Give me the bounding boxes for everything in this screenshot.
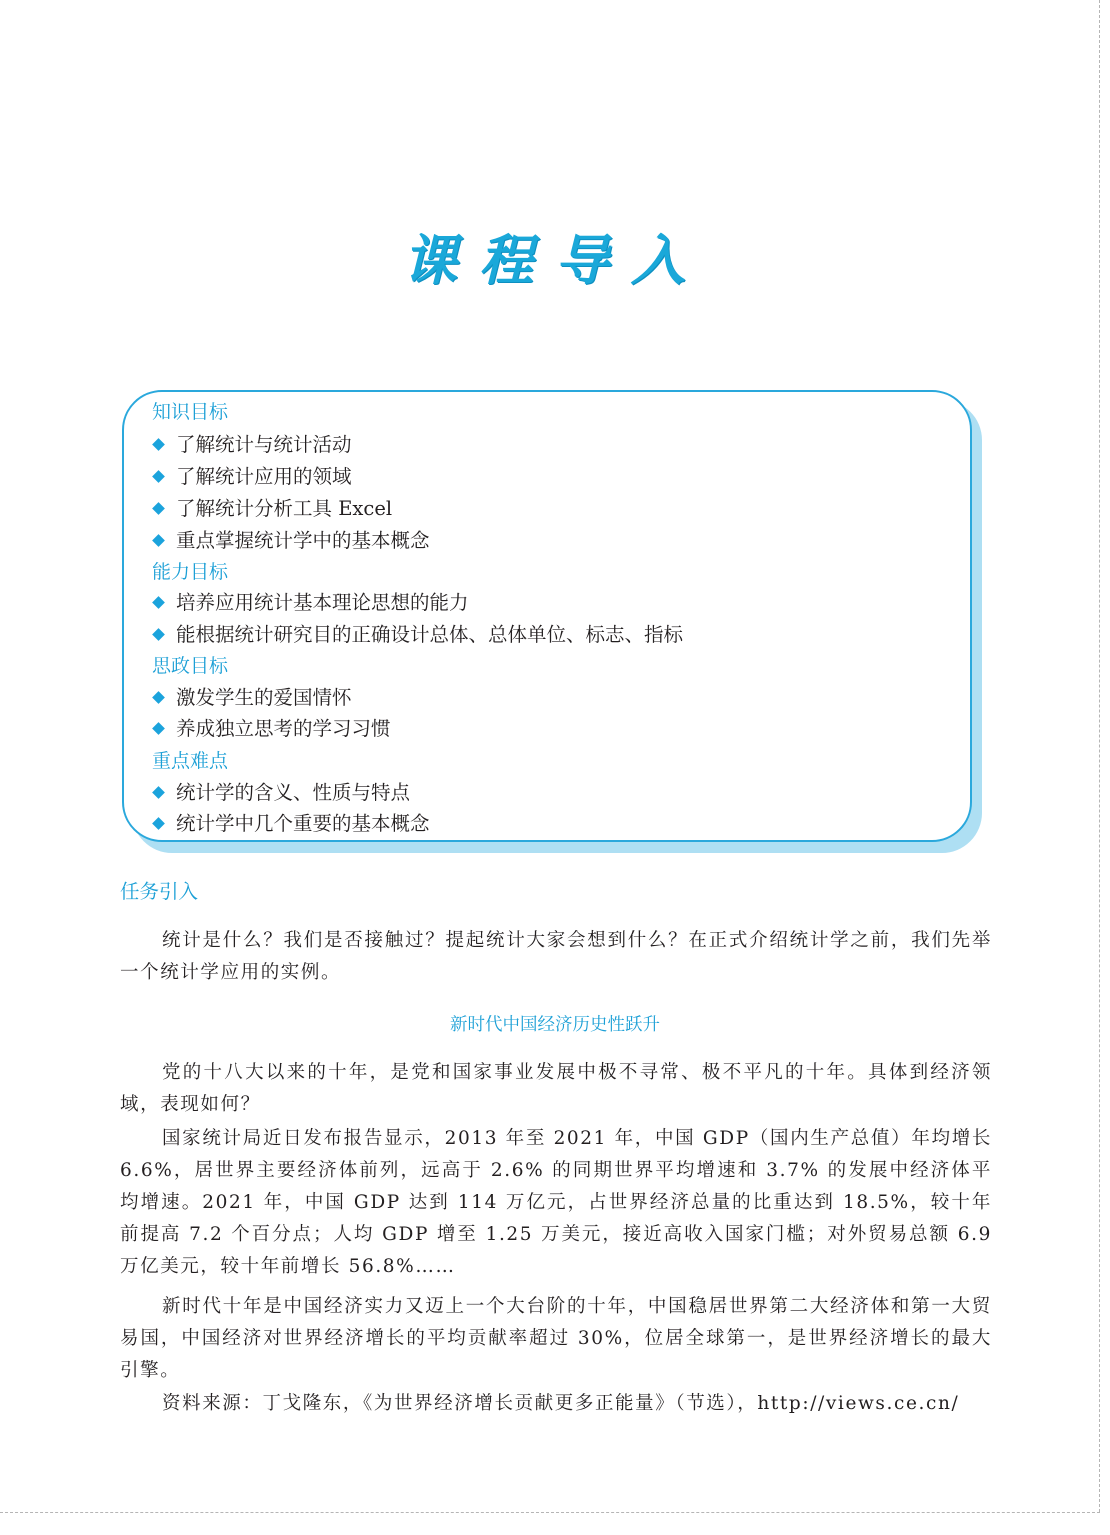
goal-text: 了解统计分析工具 Excel (176, 497, 393, 520)
ideology-goal-item (152, 716, 391, 742)
diamond-bullet-icon (152, 438, 165, 451)
diamond-bullet-icon (152, 470, 165, 483)
task-intro-paragraph: 统计是什么？我们是否接触过？提起统计大家会想到什么？在正式介绍统计学之前，我们先举一个统计学应用的实例。 (120, 930, 992, 983)
diamond-bullet-icon (152, 596, 165, 609)
knowledge-goal-item (152, 528, 430, 554)
diamond-bullet-icon (152, 786, 165, 799)
ability-goal-item (152, 622, 683, 648)
diamond-bullet-icon (152, 817, 165, 830)
key-point-item (152, 780, 410, 806)
goal-text: 了解统计与统计活动 (176, 433, 352, 456)
goal-text: 培养应用统计基本理论思想的能力 (176, 591, 469, 614)
knowledge-goal-item (152, 496, 392, 522)
ability-goal-item (152, 590, 469, 616)
page-title: 课程导入 (403, 229, 707, 292)
key-point-item (152, 811, 430, 837)
article-paragraph: 新时代十年是中国经济实力又迈上一个大台阶的十年，中国稳居世界第二大经济体和第一大贸易国，中国经济对世界经济增长的平均贡献率超过 30%，位居全球第一，是世界经济增长的最大引擎。 (120, 1296, 992, 1381)
key-points-heading: 重点难点 (152, 750, 229, 772)
task-intro-heading: 任务引入 (120, 880, 199, 903)
diamond-bullet-icon (152, 502, 165, 515)
goal-text: 了解统计应用的领域 (176, 465, 352, 488)
diamond-bullet-icon (152, 628, 165, 641)
ideology-goals-heading: 思政目标 (152, 655, 229, 677)
knowledge-goal-item (152, 464, 352, 490)
diamond-bullet-icon (152, 534, 165, 547)
knowledge-goals-heading: 知识目标 (152, 401, 229, 423)
article-title: 新时代中国经济历史性跃升 (450, 1015, 660, 1035)
diamond-bullet-icon (152, 722, 165, 735)
knowledge-goal-item (152, 432, 352, 458)
ability-goals-heading: 能力目标 (152, 561, 229, 583)
goal-text: 统计学的含义、性质与特点 (176, 781, 411, 804)
goal-text: 能根据统计研究目的正确设计总体、总体单位、标志、指标 (176, 623, 684, 646)
diamond-bullet-icon (152, 691, 165, 704)
goal-text: 养成独立思考的学习习惯 (176, 717, 391, 740)
article-paragraph: 党的十八大以来的十年，是党和国家事业发展中极不寻常、极不平凡的十年。具体到经济领域，表现如何？ (120, 1062, 992, 1115)
goal-text: 激发学生的爱国情怀 (176, 686, 352, 709)
article-source: 资料来源：丁戈隆东，《为世界经济增长贡献更多正能量》（节选），http://views.ce.cn/ (162, 1393, 960, 1414)
page-trim-line-bottom (0, 1512, 1100, 1513)
article-paragraph: 国家统计局近日发布报告显示，2013 年至 2021 年，中国 GDP（国内生产总值）年均增长 6.6%，居世界主要经济体前列，远高于 2.6% 的同期世界平均增速和 3.7% 的发展中经济体平均增速。2021 年，中国 GDP 达到 114 万亿元，占世界经济总量的比重达到 18.5%，较十年前提高 7.2 个百分点；人均 GDP 增至 1.25 万美元，接近高收入国家门槛；对外贸易总额 6.9 万亿美元，较十年前增长 56.8%…… (120, 1128, 992, 1277)
goal-text: 重点掌握统计学中的基本概念 (176, 529, 430, 552)
ideology-goal-item (152, 685, 352, 711)
goal-text: 统计学中几个重要的基本概念 (176, 812, 430, 835)
